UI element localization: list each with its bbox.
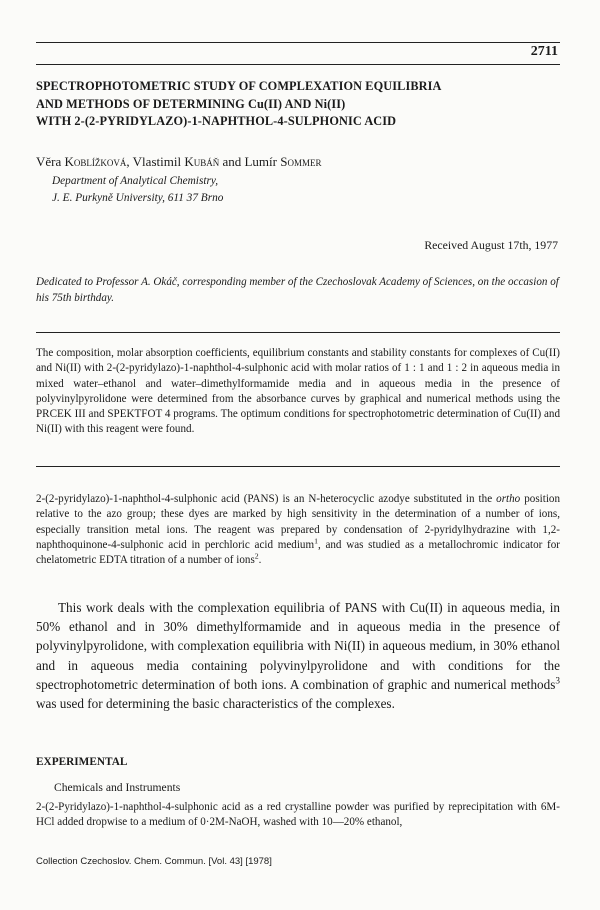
- affiliation-line: J. E. Purkyně University, 611 37 Brno: [52, 192, 224, 204]
- intro-paragraph: [36, 492, 560, 568]
- affiliation-line: Department of Analytical Chemistry,: [52, 175, 219, 187]
- body-text: This work deals with the complexation equilibria of PANS with Cu(II) in aqueous media, in 50% ethanol and in 30% dimethylformamide and in aqueous media in the presence of polyvinylpyrolidone, with complexation equilibria with Ni(II) in aqueous medium, in 30% ethanol and in aqueous media containing polyvinylpyrolidone and with conditions for the spectrophotometric determination of both ions. A combination of graphic and numerical methods: [36, 600, 560, 692]
- received-date: Received August 17th, 1977: [424, 238, 558, 252]
- author-family-name: Koblížková: [64, 154, 127, 169]
- abstract-top-rule: [36, 332, 560, 333]
- author-separator: ,: [126, 154, 133, 169]
- reference-marker: 2: [254, 551, 259, 561]
- reference-marker: 3: [555, 675, 560, 686]
- author-given-name: Věra: [36, 154, 62, 169]
- header-rule: [36, 42, 560, 43]
- dedication: Dedicated to Professor A. Okáč, corresponding member of the Czechoslovak Academy of Sciences, on the occasion of his 75th birthday.: [36, 276, 559, 304]
- author-given-name: Vlastimil: [132, 154, 182, 169]
- author-family-name: Kubáň: [184, 154, 220, 169]
- header-rule-lower: [36, 64, 560, 65]
- title-line: WITH 2-(2-PYRIDYLAZO)-1-NAPHTHOL-4-SULPHONIC ACID: [36, 114, 397, 128]
- intro-text: 2-(2-pyridylazo)-1-naphthol-4-sulphonic acid (PANS) is an N-heterocyclic azodye substituted in the: [36, 493, 497, 505]
- title-line: SPECTROPHOTOMETRIC STUDY OF COMPLEXATION EQUILIBRIA: [36, 79, 442, 93]
- intro-italic-ortho: ortho: [496, 493, 521, 505]
- affiliation: [52, 173, 223, 207]
- intro-text: position relative to the azo group; these dyes are marked by high sensitivity in the determination of a number of ions, especially transition metal ions. The reagent was prepared by condensation of 2-pyridylhydrazine with 1,2-naphthoquinone-4-sulphonic acid in perchloric acid medium: [36, 493, 560, 551]
- title-line: AND METHODS OF DETERMINING Cu(II) AND Ni(II): [36, 96, 346, 111]
- author-list: [36, 154, 321, 170]
- author-separator: and: [219, 154, 245, 169]
- body-paragraph: [36, 598, 560, 713]
- author-given-name: Lumír: [244, 154, 277, 169]
- article-title: [36, 78, 566, 131]
- subsection-heading: Chemicals and Instruments: [54, 781, 181, 794]
- page-number: 2711: [530, 44, 558, 59]
- experimental-paragraph: 2-(2-Pyridylazo)-1-naphthol-4-sulphonic acid as a red crystalline powder was purified by reprecipitation with 6M-HCl added dropwise to a medium of 0·2M-NaOH, washed with 10—20% ethanol,: [36, 801, 560, 829]
- reference-marker: 1: [314, 536, 318, 546]
- abstract: The composition, molar absorption coefficients, equilibrium constants and stability constants for complexes of Cu(II) and Ni(II) with 2-(2-pyridylazo)-1-naphthol-4-sulphonic acid with molar ratios of 1 : 1 and 1 : 2 in aqueous media in mixed water–ethanol and water–dimethylformamide media and in aqueous media in the presence of polyvinylpyrolidone were determined from the absorbance curves by graphical and numerical methods using the PRCEK III and SPEKTFOT 4 programs. The optimum conditions for spectrophotometric determination of Cu(II) and Ni(II) with this reagent were found.: [36, 347, 560, 436]
- author-family-name: Sommer: [280, 154, 322, 169]
- intro-text: .: [258, 554, 262, 567]
- body-text: was used for determining the basic characteristics of the complexes.: [36, 696, 395, 712]
- journal-footer: Collection Czechoslov. Chem. Commun. [Vol. 43] [1978]: [36, 856, 272, 867]
- intro-text: , and was studied as a metallochromic indicator for chelatometric EDTA titration of a number of ions: [36, 538, 560, 567]
- section-heading: EXPERIMENTAL: [36, 756, 128, 768]
- abstract-bottom-rule: [36, 466, 560, 467]
